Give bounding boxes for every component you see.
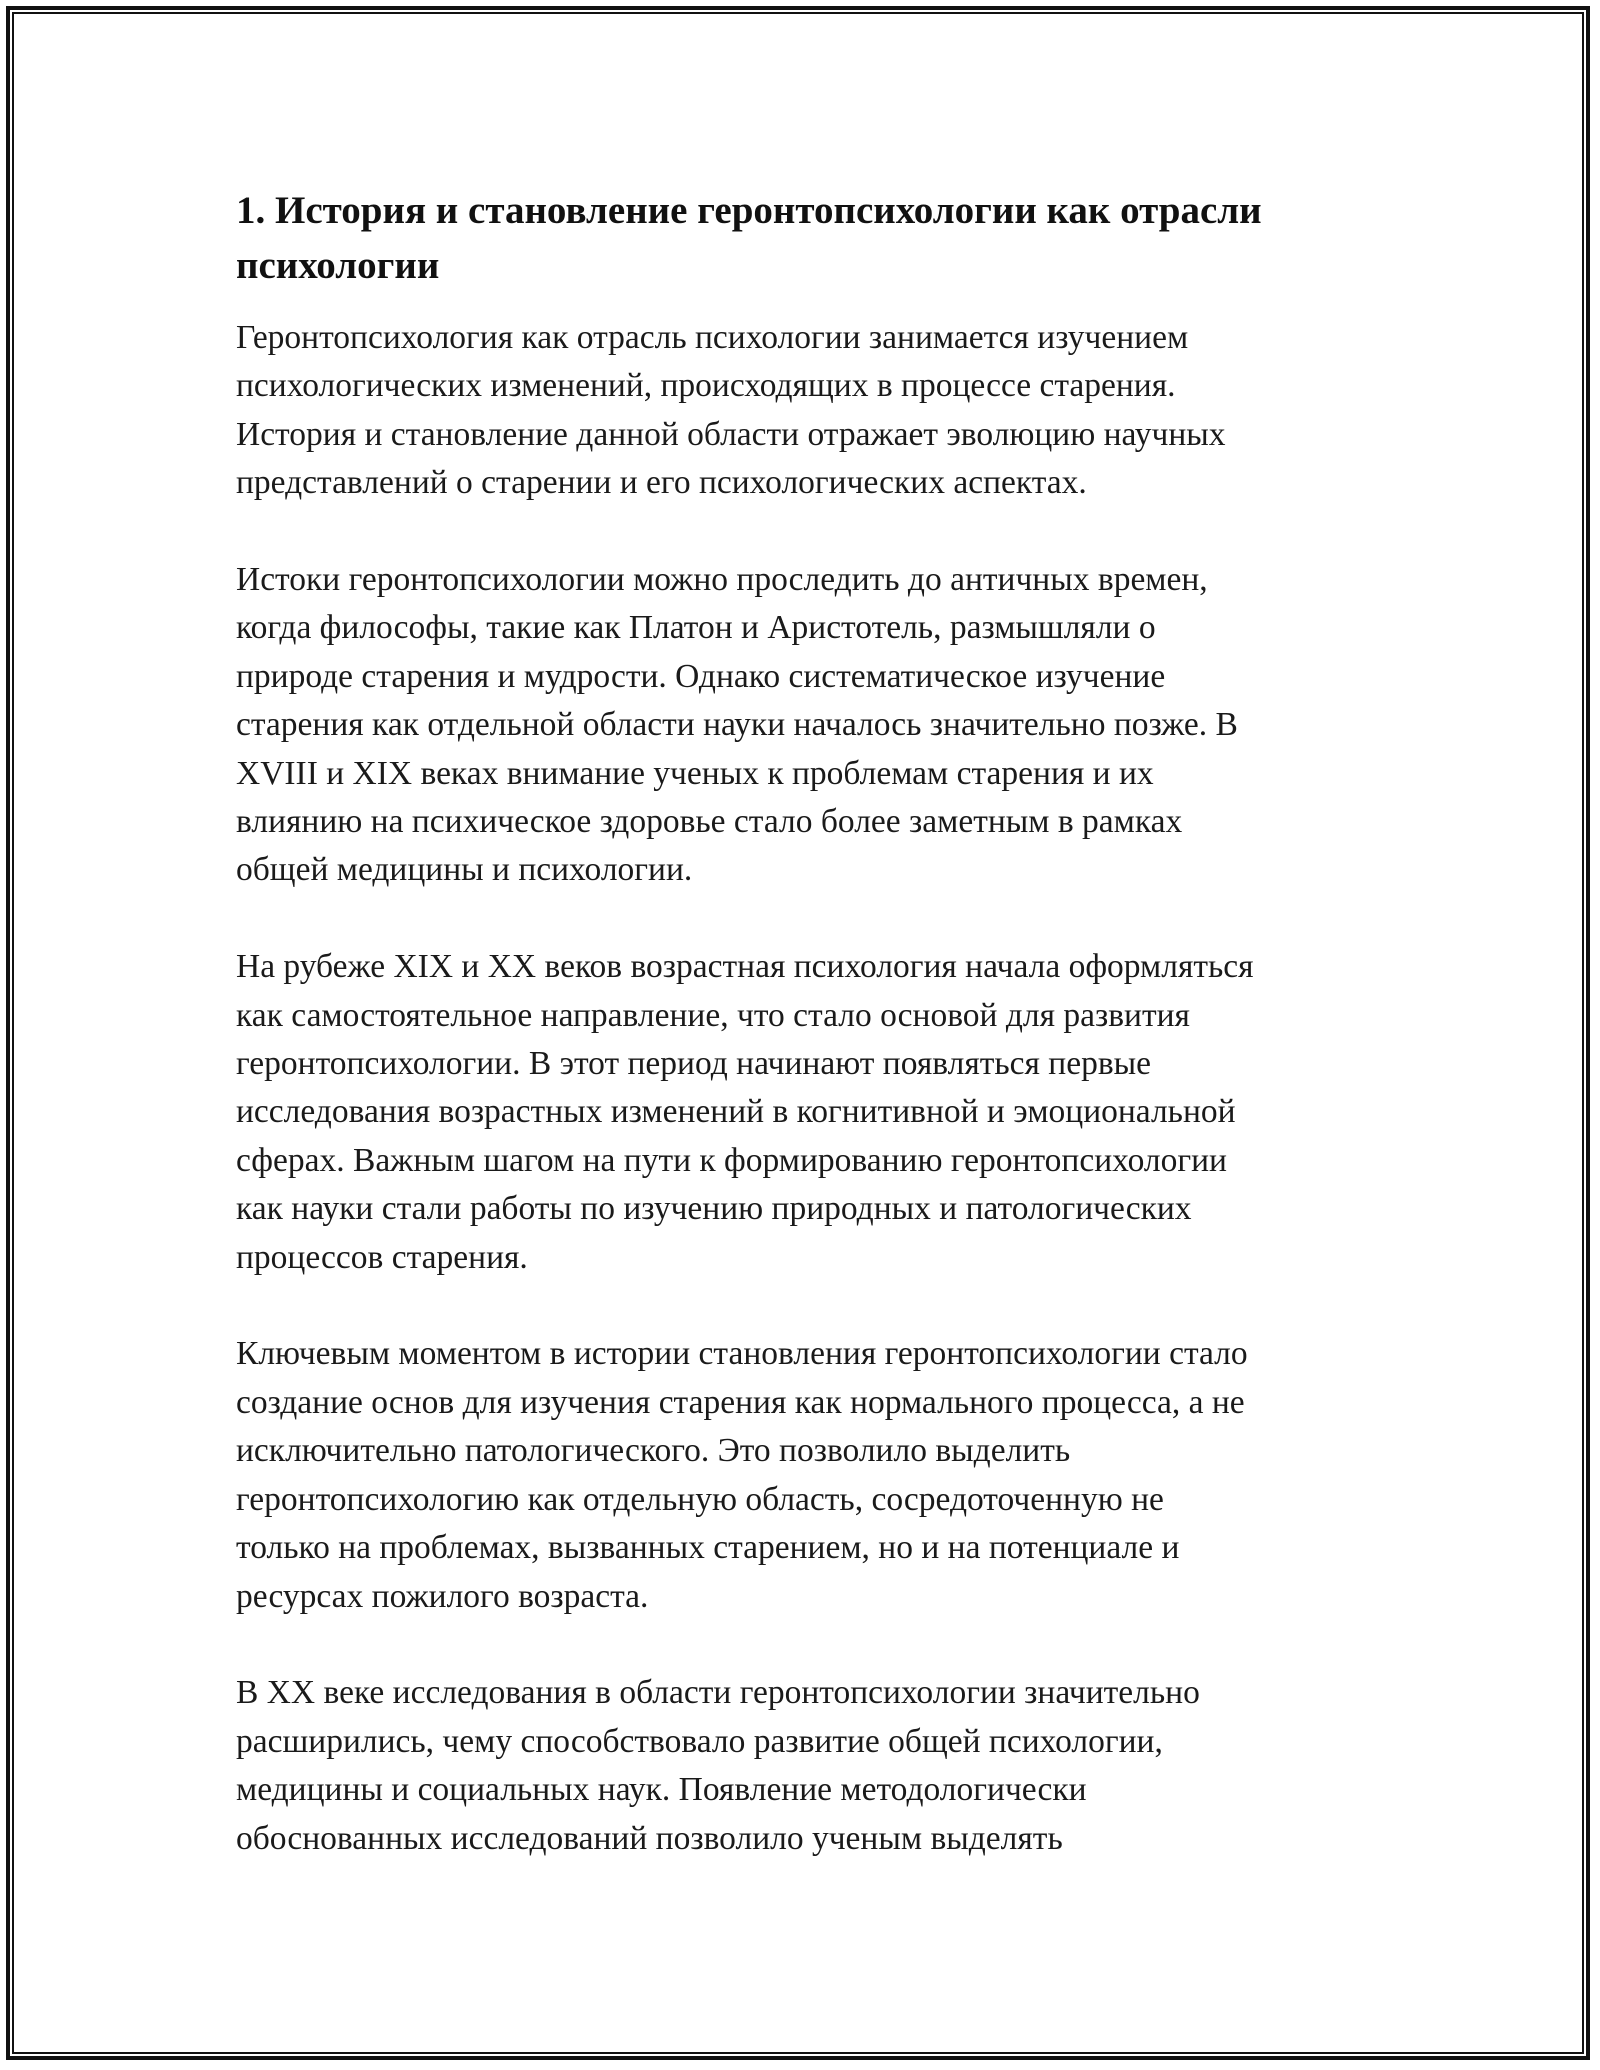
text-line: создание основ для изучения старения как нормального процесса, а не: [236, 1383, 1245, 1421]
text-line: На рубеже XIX и XX веков возрастная психология начала оформляться: [236, 948, 1254, 986]
text-line: История и становление данной области отражает эволюцию научных: [236, 415, 1226, 453]
paragraph-turn-of-century: [236, 943, 1366, 1282]
text-line: исследования возрастных изменений в когнитивной и эмоциональной: [236, 1093, 1236, 1131]
text-line: как науки стали работы по изучению природных и патологических: [236, 1190, 1192, 1228]
text-line: только на проблемах, вызванных старением, но и на потенциале и: [236, 1529, 1180, 1567]
heading-line: 1. История и становление геронтопсихологии как отрасли: [236, 189, 1262, 232]
text-line: общей медицины и психологии.: [236, 851, 693, 889]
text-line: психологических изменений, происходящих в процессе старения.: [236, 367, 1176, 405]
text-line: когда философы, такие как Платон и Аристотель, размышляли о: [236, 609, 1156, 647]
text-line: Истоки геронтопсихологии можно проследить до античных времен,: [236, 561, 1208, 599]
heading-line: психологии: [236, 244, 440, 287]
text-line: старения как отдельной области науки началось значительно позже. В: [236, 706, 1238, 744]
paragraph-twentieth-century: [236, 1669, 1366, 1863]
section-heading: [236, 183, 1366, 293]
text-line: геронтопсихологию как отдельную область, сосредоточенную не: [236, 1480, 1164, 1518]
text-line: Геронтопсихология как отрасль психологии занимается изучением: [236, 319, 1189, 356]
document-body: [236, 183, 1366, 1911]
text-line: расширились, чему способствовало развитие общей психологии,: [236, 1722, 1163, 1760]
paragraph-intro: [236, 314, 1366, 508]
text-line: влиянию на психическое здоровье стало более заметным в рамках: [236, 803, 1183, 841]
text-line: обоснованных исследований позволило ученым выделять: [236, 1819, 1063, 1857]
text-line: сферах. Важным шагом на пути к формированию геронтопсихологии: [236, 1141, 1227, 1179]
text-line: как самостоятельное направление, что стало основой для развития: [236, 996, 1190, 1034]
text-line: исключительно патологического. Это позволило выделить: [236, 1432, 1071, 1470]
text-line: геронтопсихологии. В этот период начинают появляться первые: [236, 1045, 1152, 1083]
text-line: ресурсах пожилого возраста.: [236, 1577, 649, 1615]
text-line: процессов старения.: [236, 1238, 528, 1276]
paragraph-key-moment: [236, 1330, 1366, 1620]
text-line: природе старения и мудрости. Однако систематическое изучение: [236, 657, 1166, 695]
text-line: XVIII и XIX веках внимание ученых к проблемам старения и их: [236, 754, 1154, 792]
text-line: представлений о старении и его психологических аспектах.: [236, 464, 1087, 502]
text-line: Ключевым моментом в истории становления геронтопсихологии стало: [236, 1335, 1248, 1373]
text-line: медицины и социальных наук. Появление методологически: [236, 1771, 1087, 1809]
text-line: В XX веке исследования в области геронтопсихологии значительно: [236, 1674, 1200, 1712]
paragraph-origins: [236, 556, 1366, 895]
